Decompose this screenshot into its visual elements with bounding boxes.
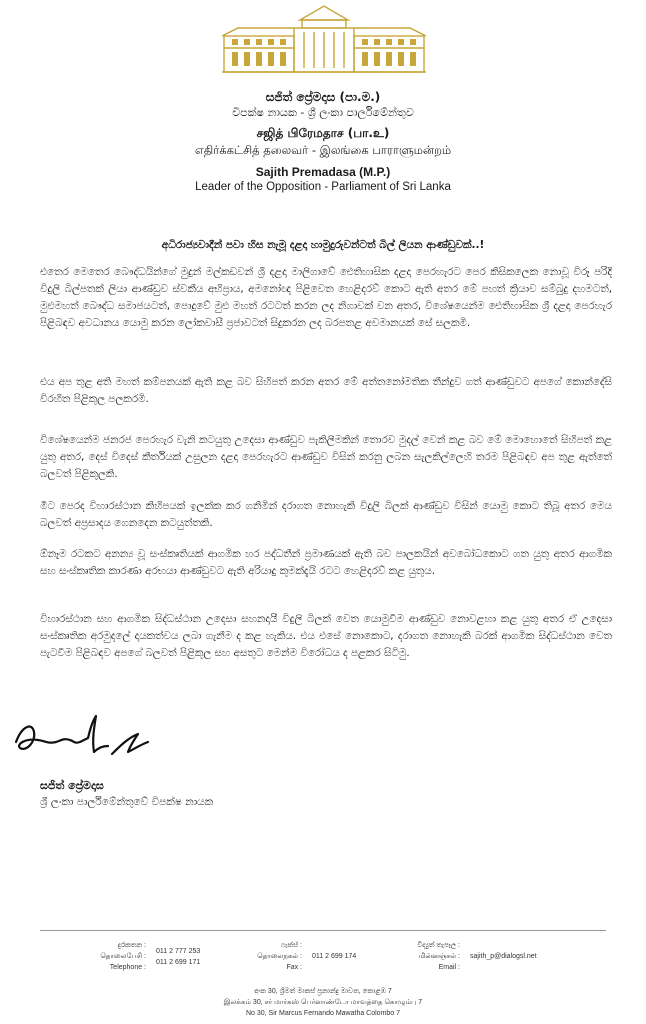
footer-value: 011 2 699 171	[156, 959, 201, 966]
body-paragraph: විහාරස්ථාන සහ ආගමික සිද්ධස්ථාන උදෙසා සහනදායී විදුලි බිලක් වෙත යොමුවීම ආණ්ඩුව නොවළහා කළ යුතු අතර ඒ උදෙසා සංස්කෘතික අරමුදලේ දායකත්වය ලබා ගැනීම ද කළ හැකිය. එය එසේ නොකොට, දරාගත නොහැකි බරක් ආගමික සිද්ධස්ථාන වෙත පැටවීම පිළිබඳව අපගේ බලවත් පිළිකුල සහ අසතුට මෙන්ම විරෝධය ද පළකර සිටිමු.	[40, 613, 612, 659]
footer-label: දුරකතන :	[117, 942, 146, 949]
footer-divider	[40, 930, 606, 931]
body-paragraph: මීට පෙරද විහාරස්ථාන කිහිපයක් ඉලක්ක කර ගනිමින් දරාගත නොහැකි විදුලි බිලක් ආණ්ඩුව විසින් යොමු කොට තිබූ අතර මෙය බලවත් අප්‍රසාදය ගෙනදෙන කටයුත්තකි.	[40, 500, 612, 529]
header-title-english: Leader of the Opposition - Parliament of Sri Lanka	[195, 181, 451, 193]
header-title-sinhala: විපක්ෂ නායක - ශ්‍රී ලංකා පාර්ලිමේන්තුව	[232, 106, 414, 119]
signatory-title: ශ්‍රී ලංකා පාර්ලිමේන්තුවේ විපක්ෂ නායක	[40, 796, 214, 808]
footer-address	[0, 986, 646, 1019]
footer-value: sajith_p@dialogsl.net	[470, 953, 537, 960]
address-line-tamil: இலக்கம் 30, சர் மார்கஸ் பெர்னாண்டோ மாவத்தை கொழும்பு 7	[223, 999, 423, 1006]
footer-telephone-labels	[36, 940, 146, 973]
footer-label: Telephone :	[109, 964, 146, 971]
footer-label: மின்னஞ்சல் :	[418, 953, 460, 960]
letter-subject: අධිරාජ්‍යවාදීන් පවා හිස නැමූ දළදා හාමුදුරුවන්ටත් බිල් ලියන ආණ්ඩුවක්..!	[161, 239, 485, 251]
header-name-english: Sajith Premadasa (M.P.)	[255, 165, 391, 179]
footer-email-labels	[350, 940, 460, 973]
header-name-tamil: சஜித் பிரேமதாச (பா.உ)	[256, 126, 390, 140]
body-paragraph: එතෙර මෙතෙර බෞද්ධයින්ගේ මුදුන් මල්කඩවන් ශ්‍රී දළදා මාලිගාවේ ඓතිහාසික දළදා පෙරහැරට පෙර කිසිකලෙක නොවූ විරූ පරිදි විදුලි බිල්පතක් ලියා ආණ්ඩුව ස්වකීය අභිප්‍රාය, අමනෝඥ පිළිවෙත හෙළිදරව් කොට ඇති අතර මේ පහත් ක්‍රියාව සම්බුදු දහමටත්, මුළුමහත් බෞද්ධ සමාජයටත්, පොදුවේ මුළු මහත් රටටත් කරන ලද නිගාවක් වන අතර, විශේෂයෙන්ම ඓතිහාසික ශ්‍රී දළදා පෙරහැර පිළිබඳව අවධානය යොමු කරන ලෝකවාසී ප්‍රජාවටත් සිදුකරන ලද බරපතළ අවමානයක් සේ සලකමි.	[40, 266, 612, 329]
signatory-name: සජිත් ප්‍රේමදාස	[40, 779, 104, 792]
footer-email-value	[470, 951, 537, 962]
footer-label: Email :	[438, 964, 460, 971]
header-title-tamil: எதிர்க்கட்சித் தலைவர் - இலங்கை பாராளுமன்றம்	[194, 143, 452, 157]
footer-value: 011 2 699 174	[312, 953, 357, 960]
body-paragraph: එය අප තුළ අති මහත් කම්පනයක් ඇති කළ බව සිහිපත් කරන අතර මේ අත්තනෝමතික තීන්දුව ගත් ආණ්ඩුවට අපගේ කොන්දේසි විරහිත පිළිකුල පලකරමි.	[40, 376, 612, 405]
address-line-sinhala: අංක 30, ශ්‍රීමත් මාකස් ප්‍රනාන්දු මාවත, කොළඹ 7	[254, 988, 392, 995]
footer-label: தொலைபேசி :	[100, 953, 146, 960]
handwritten-signature	[12, 708, 152, 764]
footer-label: විද්‍යුත් තැපෑල :	[417, 942, 460, 949]
footer-value: 011 2 777 253	[156, 948, 201, 955]
footer-label: ෆැක්ස් :	[280, 942, 302, 949]
body-paragraph: ඕනෑම රටකට අනන්‍ය වූ සංස්කෘතියක් ආගමික හර පද්ධතීන් ප්‍රමාණයක් ඇති බව පාලකයින් අවබෝධකොට ගත යුතු අතර ආගමික සහ සංස්කෘතික කාරණා අරභයා ආණ්ඩුවට ඇති අරියාදු කුමක්දැයි රටට හෙළිදරව් කළ යුතුය.	[40, 548, 612, 577]
address-line-english: No 30, Sir Marcus Fernando Mawatha Colombo 7	[245, 1010, 401, 1017]
header-name-sinhala: සජිත් ප්‍රේමදාස (පා.ම.)	[265, 90, 381, 104]
footer-label: தொலைநகல் :	[257, 953, 302, 960]
footer-fax-labels	[192, 940, 302, 973]
footer-label: Fax :	[286, 964, 302, 971]
parliament-building-icon	[218, 2, 430, 76]
body-paragraph: විශේෂයෙන්ම ජනරජ පෙරහැර වැනි කටයුතු උදෙසා ආණ්ඩුව පැකිලීමකින් තොරව මුදල් වෙන් කළ බව මේ මොහොතේ සිහිපත් කළ යුතු අතර, දෙස් විදෙස් කීර්තියක් උසුලන දළදා පෙරහැරට ආණ්ඩුව විසින් කරනු ලබන සැලකිල්ලෙහි තරම පිළිබඳව අප තුළ ඇත්තේ බලවත් පිළිකුලකි.	[40, 434, 612, 480]
